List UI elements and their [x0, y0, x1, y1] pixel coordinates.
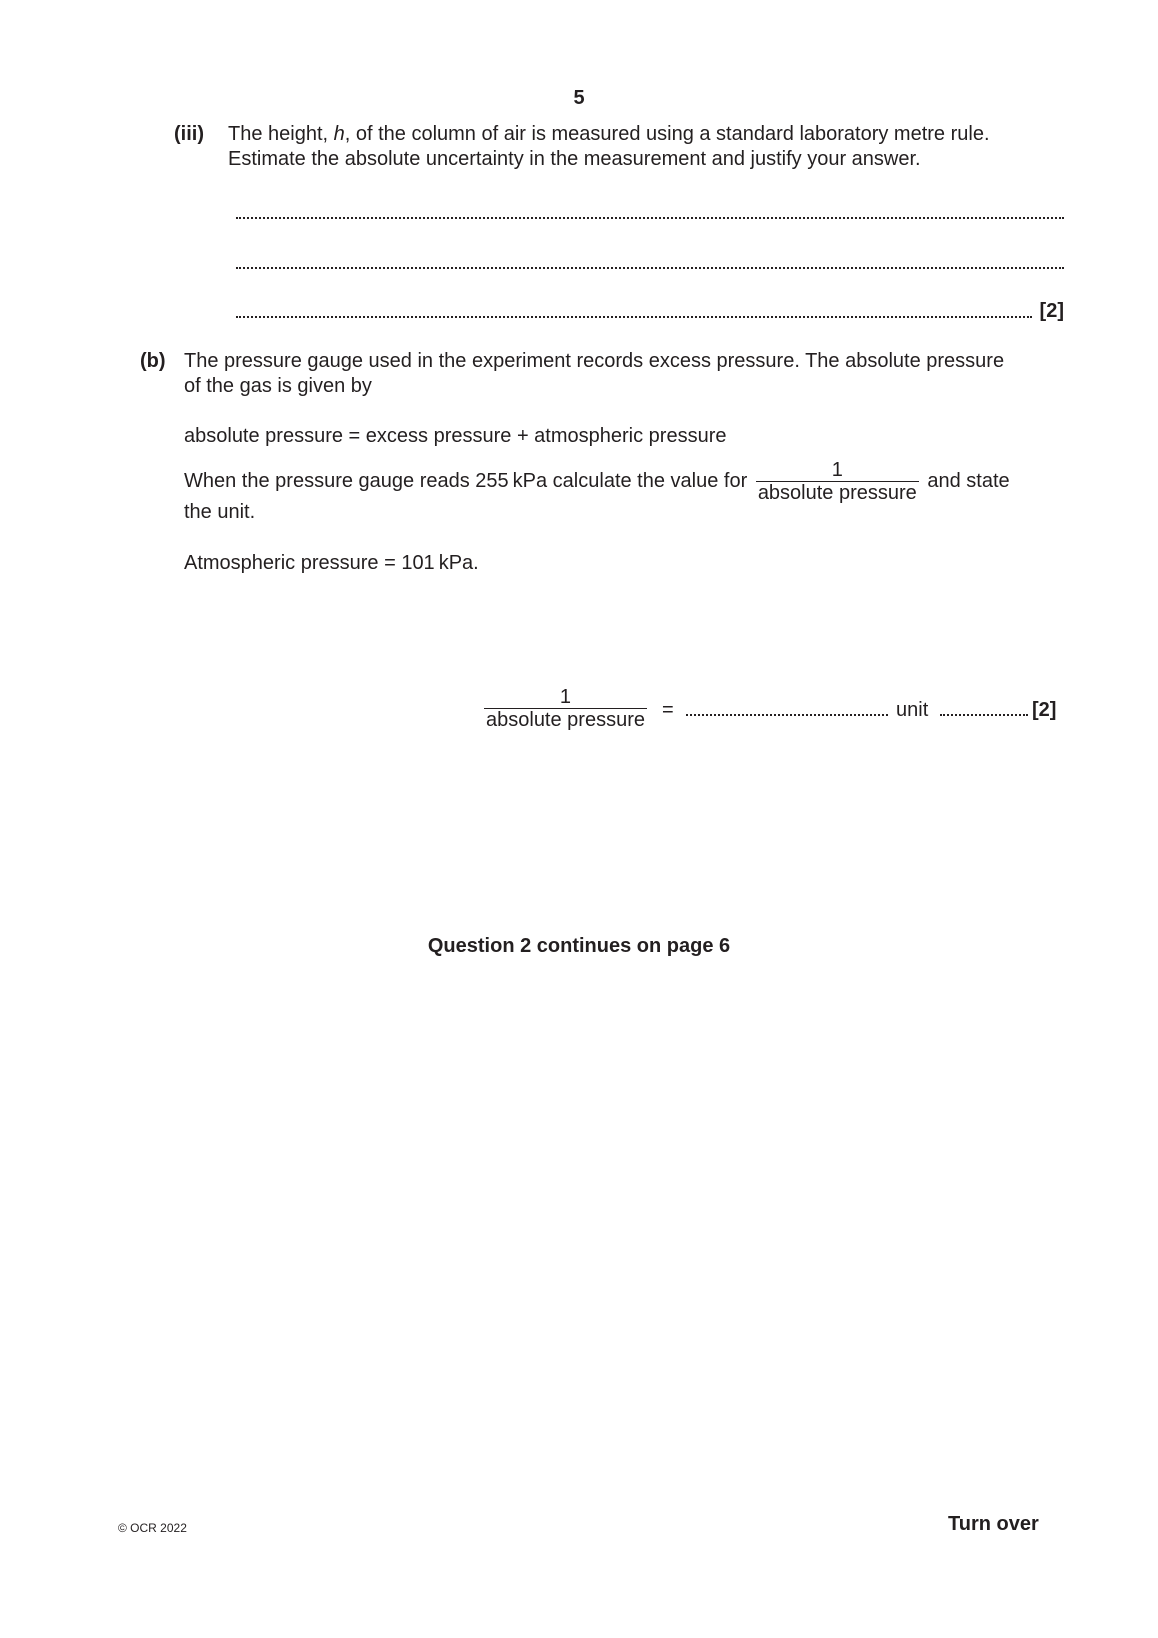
atmospheric-pressure-given: Atmospheric pressure = 101 kPa. — [184, 552, 479, 574]
part-iii-label: (iii) — [174, 123, 204, 145]
part-b-intro-line1: The pressure gauge used in the experiment records excess pressure. The absolute pressure — [184, 350, 1005, 372]
part-iii-text-prefix: The height, — [228, 123, 334, 145]
answer-value-field[interactable] — [686, 700, 888, 716]
answer-fraction-denominator: absolute pressure — [486, 709, 645, 731]
part-b-marks: [2] — [1032, 699, 1057, 721]
turn-over: Turn over — [948, 1513, 1039, 1535]
task-text-prefix: When the pressure gauge reads 255 kPa calculate the value for — [184, 469, 748, 492]
answer-equals: = — [662, 699, 674, 721]
part-iii-question-line2: Estimate the absolute uncertainty in the measurement and justify your answer. — [228, 148, 921, 170]
answer-line-2[interactable] — [236, 250, 1064, 275]
task-text-suffix: and state — [927, 469, 1010, 492]
answer-line-1[interactable] — [236, 200, 1064, 225]
fraction-numerator: 1 — [831, 459, 843, 481]
unit-field[interactable] — [940, 700, 1028, 716]
answer-row — [484, 686, 1064, 736]
part-b-label: (b) — [140, 350, 166, 372]
copyright: © OCR 2022 — [118, 1521, 187, 1535]
part-iii-marks: [2] — [1039, 300, 1064, 322]
part-b-task-line1 — [184, 459, 1084, 504]
continues-note: Question 2 continues on page 6 — [427, 935, 731, 957]
reciprocal-fraction — [756, 459, 919, 504]
unit-label: unit — [896, 699, 929, 721]
part-iii-question-line1 — [228, 122, 1088, 147]
page-number: 5 — [573, 87, 585, 109]
part-iii-variable-h: h — [333, 123, 345, 145]
pressure-equation: absolute pressure = excess pressure + atmospheric pressure — [184, 425, 727, 447]
answer-line-3[interactable] — [236, 299, 1064, 324]
answer-fraction — [484, 686, 647, 731]
fraction-denominator: absolute pressure — [757, 482, 917, 504]
answer-fraction-numerator: 1 — [559, 686, 572, 708]
part-iii-text-suffix: , of the column of air is measured using a standard laboratory metre rule. — [344, 123, 990, 145]
part-b-intro-line2: of the gas is given by — [184, 375, 372, 397]
part-b-task-line2: the unit. — [184, 501, 256, 523]
